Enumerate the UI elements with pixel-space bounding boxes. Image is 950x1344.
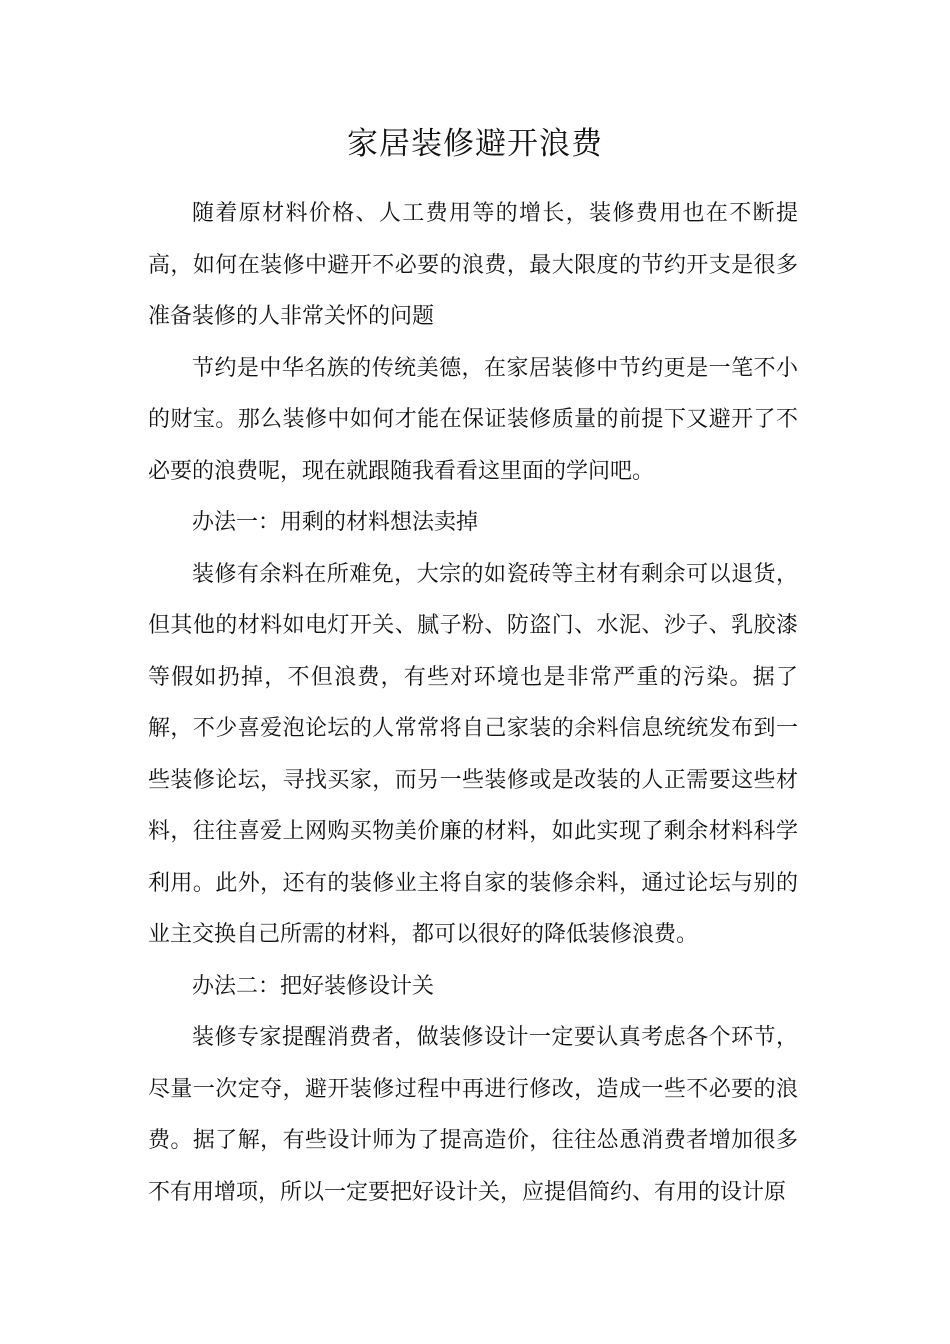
paragraph-method-2: 装修专家提醒消费者，做装修设计一定要认真考虑各个环节，尽量一次定夺，避开装修过程中再进行修改，造成一些不必要的浪费。据了解，有些设计师为了提高造价，往往怂恿消费者增加很多不有用增项，所以一定要把好设计关，应提倡简约、有用的设计原 [148, 1025, 798, 1205]
paragraph-intro: 随着原材料价格、人工费用等的增长，装修费用也在不断提高，如何在装修中避开不必要的浪费，最大限度的节约开支是很多准备装修的人非常关怀的问题 [148, 201, 798, 329]
document-title: 家居装修避开浪费 [347, 126, 603, 162]
section-heading-method-1: 办法一：用剩的材料想法卖掉 [192, 510, 479, 535]
paragraph-saving: 节约是中华名族的传统美德，在家居装修中节约更是一笔不小的财宝。那么装修中如何才能在保证装修质量的前提下又避开了不必要的浪费呢，现在就跟随我看看这里面的学问吧。 [148, 355, 798, 484]
document-body [148, 188, 798, 1218]
paragraph-method-1: 装修有余料在所难免，大宗的如瓷砖等主材有剩余可以退货，但其他的材料如电灯开关、腻子粉、防盗门、水泥、沙子、乳胶漆等假如扔掉，不但浪费，有些对环境也是非常严重的污染。据了解，不少喜爱泡论坛的人常常将自己家装的余料信息统统发布到一些装修论坛，寻找买家，而另一些装修或是改装的人正需要这些材料，往往喜爱上网购买物美价廉的材料，如此实现了剩余材料科学利用。此外，还有的装修业主将自家的装修余料，通过论坛与别的业主交换自己所需的材料，都可以很好的降低装修浪费。 [148, 561, 798, 947]
section-heading-method-2: 办法二：把好装修设计关 [192, 973, 435, 999]
